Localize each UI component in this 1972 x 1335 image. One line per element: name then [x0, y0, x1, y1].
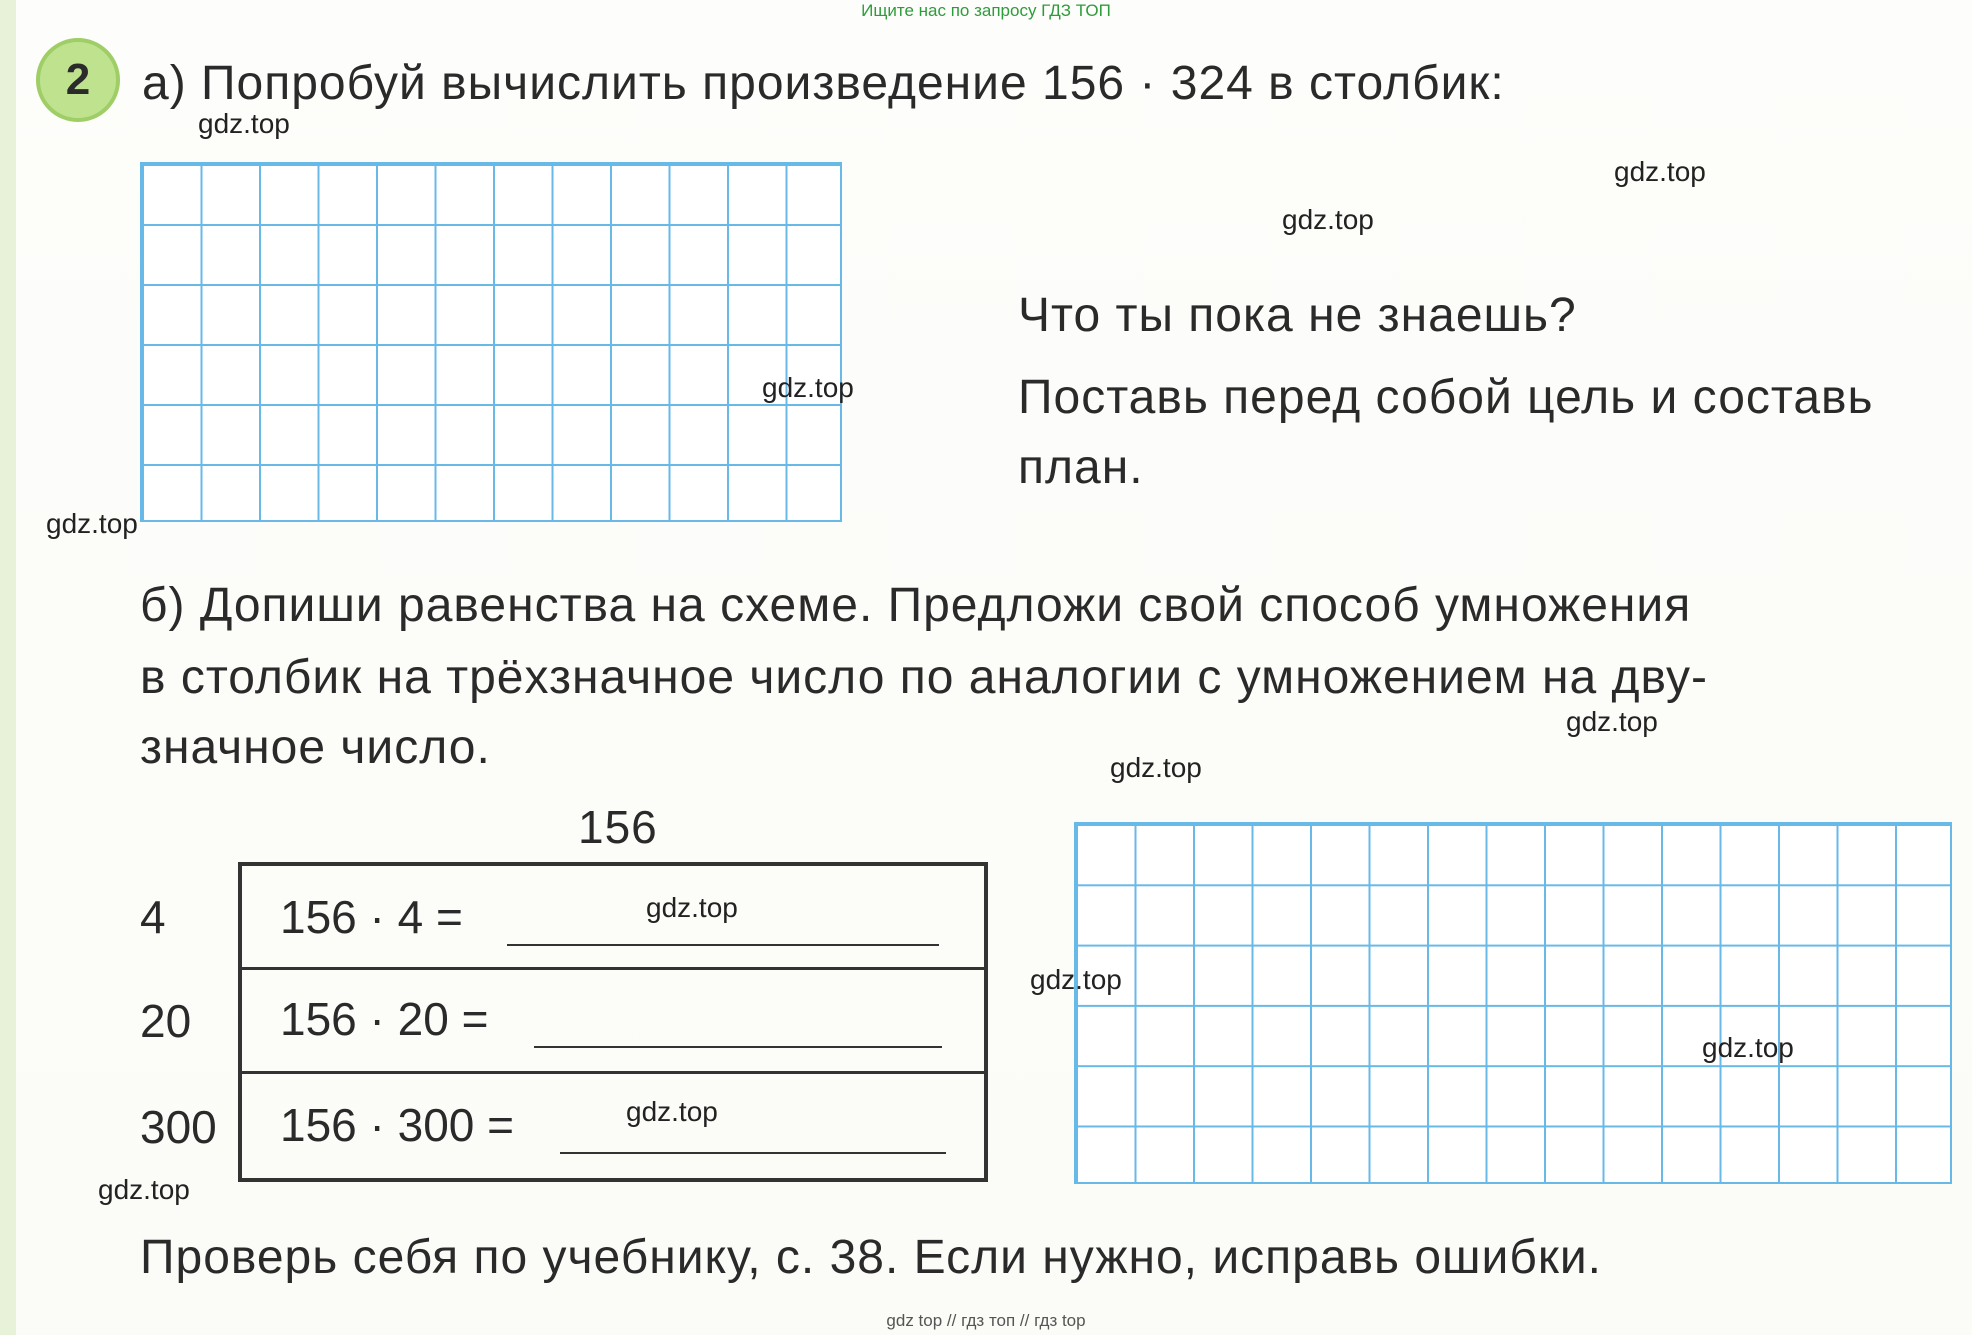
factor-label-1: 4: [140, 891, 166, 943]
watermark: gdz.top: [198, 108, 290, 139]
watermark: gdz.top: [1702, 1032, 1794, 1063]
factor-label-3: 300: [140, 1101, 217, 1153]
top-banner[interactable]: Ищите нас по запросу ГДЗ ТОП: [861, 1, 1111, 20]
factor-label-2: 20: [140, 995, 192, 1047]
multiplication-scheme: [238, 862, 988, 1182]
bottom-banner[interactable]: gdz top // гдз топ // гдз top: [886, 1311, 1086, 1330]
goal-text-line1: Поставь перед собой цель и составь: [1018, 371, 1874, 424]
question-text: Что ты пока не знаешь?: [1018, 289, 1577, 342]
watermark: gdz.top: [1614, 156, 1706, 187]
answer-line[interactable]: [560, 1152, 946, 1154]
scheme-top-label: 156: [578, 801, 658, 853]
watermark: gdz.top: [762, 372, 854, 403]
watermark: gdz.top: [1110, 752, 1202, 783]
part-b-line2: в столбик на трёхзначное число по аналогии с умножением на дву-: [140, 651, 1708, 704]
row-expression: 156 · 20 =: [280, 993, 489, 1045]
scheme-row: [242, 866, 984, 970]
watermark: gdz.top: [646, 892, 738, 923]
calculation-grid-a[interactable]: [140, 162, 842, 522]
watermark: gdz.top: [626, 1096, 718, 1127]
part-b-line1: б) Допиши равенства на схеме. Предложи свой способ умножения: [140, 579, 1692, 632]
watermark: gdz.top: [98, 1174, 190, 1205]
watermark: gdz.top: [1282, 204, 1374, 235]
task-number-badge: [36, 38, 120, 122]
part-a-text: а) Попробуй вычислить произведение 156 · 324 в столбик:: [142, 57, 1505, 110]
answer-line[interactable]: [507, 944, 939, 946]
task-number: 2: [65, 55, 91, 104]
watermark: gdz.top: [1566, 706, 1658, 737]
watermark: gdz.top: [46, 508, 138, 539]
watermark: gdz.top: [1030, 964, 1122, 995]
calculation-grid-b[interactable]: [1074, 822, 1952, 1184]
scheme-row: [242, 970, 984, 1074]
row-expression: 156 · 4 =: [280, 891, 463, 943]
part-b-line3: значное число.: [140, 721, 491, 774]
left-margin-strip: [0, 0, 16, 1335]
answer-line[interactable]: [534, 1046, 942, 1048]
goal-text-line2: план.: [1018, 441, 1144, 494]
scheme-row: [242, 1074, 984, 1178]
row-expression: 156 · 300 =: [280, 1099, 515, 1151]
check-text: Проверь себя по учебнику, с. 38. Если нужно, исправь ошибки.: [140, 1231, 1603, 1284]
